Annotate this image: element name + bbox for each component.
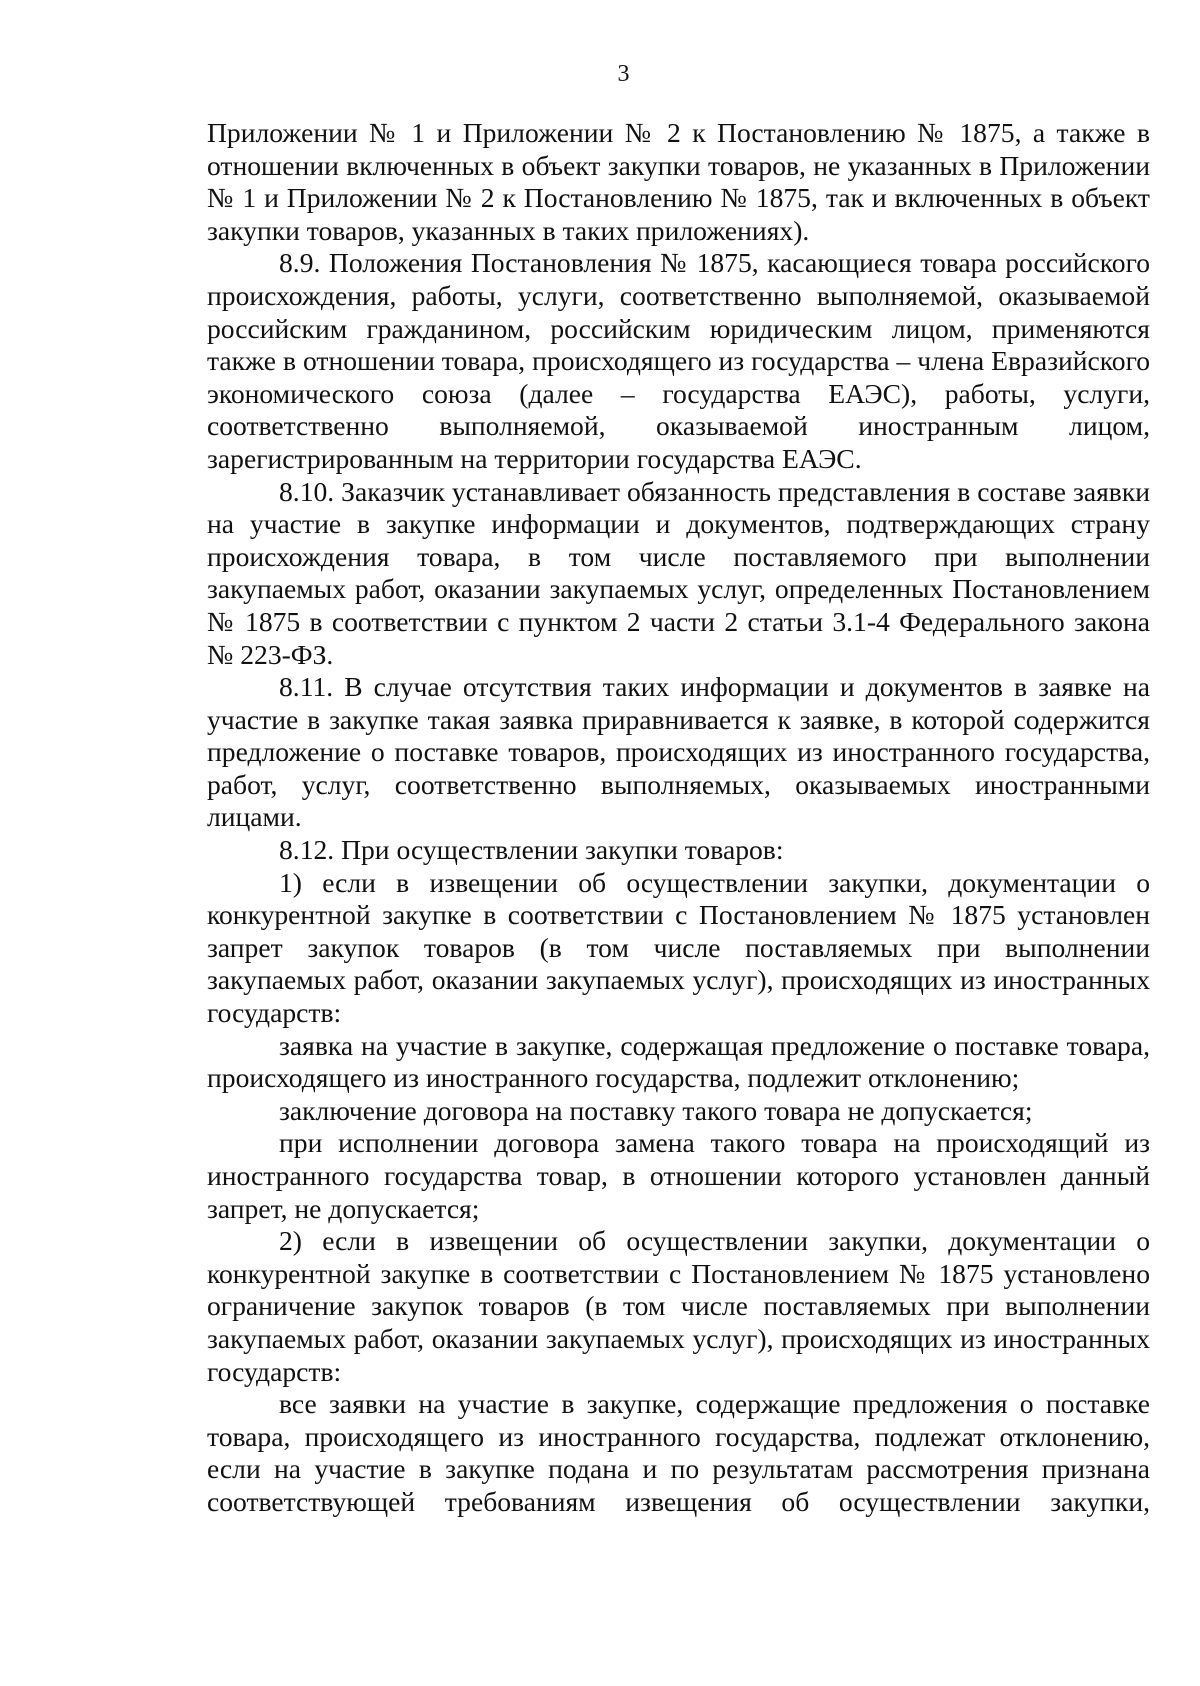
paragraph-8-12-item-1: 1) если в извещении об осуществлении закупки, документации о конкурентной закупке в соответствии с Постановлением № 1875 установлен запрет закупок товаров (в том числе поставляемых при выполнении закупаемых работ, оказании закупаемых услуг), происходящих из иностранных государств: — [207, 866, 1150, 1029]
document-body — [207, 117, 1150, 1519]
paragraph-8-12-item-2: 2) если в извещении об осуществлении закупки, документации о конкурентной закупке в соответствии с Постановлением № 1875 установлено ограничение закупок товаров (в том числе поставляемых при выполнении закупаемых работ, оказании закупаемых услуг), происходящих из иностранных государств: — [207, 1225, 1150, 1387]
paragraph-8-12-item-1-a: заявка на участие в закупке, содержащая предложение о поставке товара, происходящего из иностранного государства, подлежит отклонению; — [207, 1029, 1150, 1094]
paragraph-8-12-item-1-b: заключение договора на поставку такого товара не допускается; — [279, 1094, 1033, 1126]
paragraph-8-9: 8.9. Положения Постановления № 1875, касающиеся товара российского происхождения, работы, услуги, соответственно выполняемой, оказываемой российским гражданином, российским юридическим лицом, применяются также в отношении товара, происходящего из государства – члена Евразийского экономического союза (далее – государства ЕАЭС), работы, услуги, соответственно выполняемой, оказываемой иностранным лицом, зарегистрированным на территории государства ЕАЭС. — [207, 247, 1150, 474]
paragraph-8-10: 8.10. Заказчик устанавливает обязанность представления в составе заявки на участие в закупке информации и документов, подтверждающих страну происхождения товара, в том числе поставляемого при выполнении закупаемых работ, оказании закупаемых услуг, определенных Постановлением № 1875 в соответствии с пунктом 2 части 2 статьи 3.1-4 Федерального закона № 223-ФЗ. — [207, 475, 1150, 670]
paragraph-8-11: 8.11. В случае отсутствия таких информации и документов в заявке на участие в закупке такая заявка приравнивается к заявке, в которой содержится предложение о поставке товаров, происходящих из иностранного государства, работ, услуг, соответственно выполняемых, оказываемых иностранными лицами. — [207, 671, 1150, 833]
paragraph-8-12-item-1-c: при исполнении договора замена такого товара на происходящий из иностранного государства товар, в отношении которого установлен данный запрет, не допускается; — [207, 1127, 1150, 1224]
paragraph-8-12: 8.12. При осуществлении закупки товаров: — [279, 834, 784, 866]
page-number: 3 — [617, 61, 630, 87]
paragraph-8-12-item-2-a: все заявки на участие в закупке, содержащие предложения о поставке товара, происходящего из иностранного государства, подлежат отклонению, если на участие в закупке подана и по результатам рассмотрения признана соответствующей требованиям извещения об осуществлении закупки, — [207, 1388, 1150, 1517]
paragraph-continuation: Приложении № 1 и Приложении № 2 к Постановлению № 1875, а также в отношении включенных в объект закупки товаров, не указанных в Приложении № 1 и Приложении № 2 к Постановлению № 1875, так и включенных в объект закупки товаров, указанных в таких приложениях). — [207, 117, 1150, 246]
